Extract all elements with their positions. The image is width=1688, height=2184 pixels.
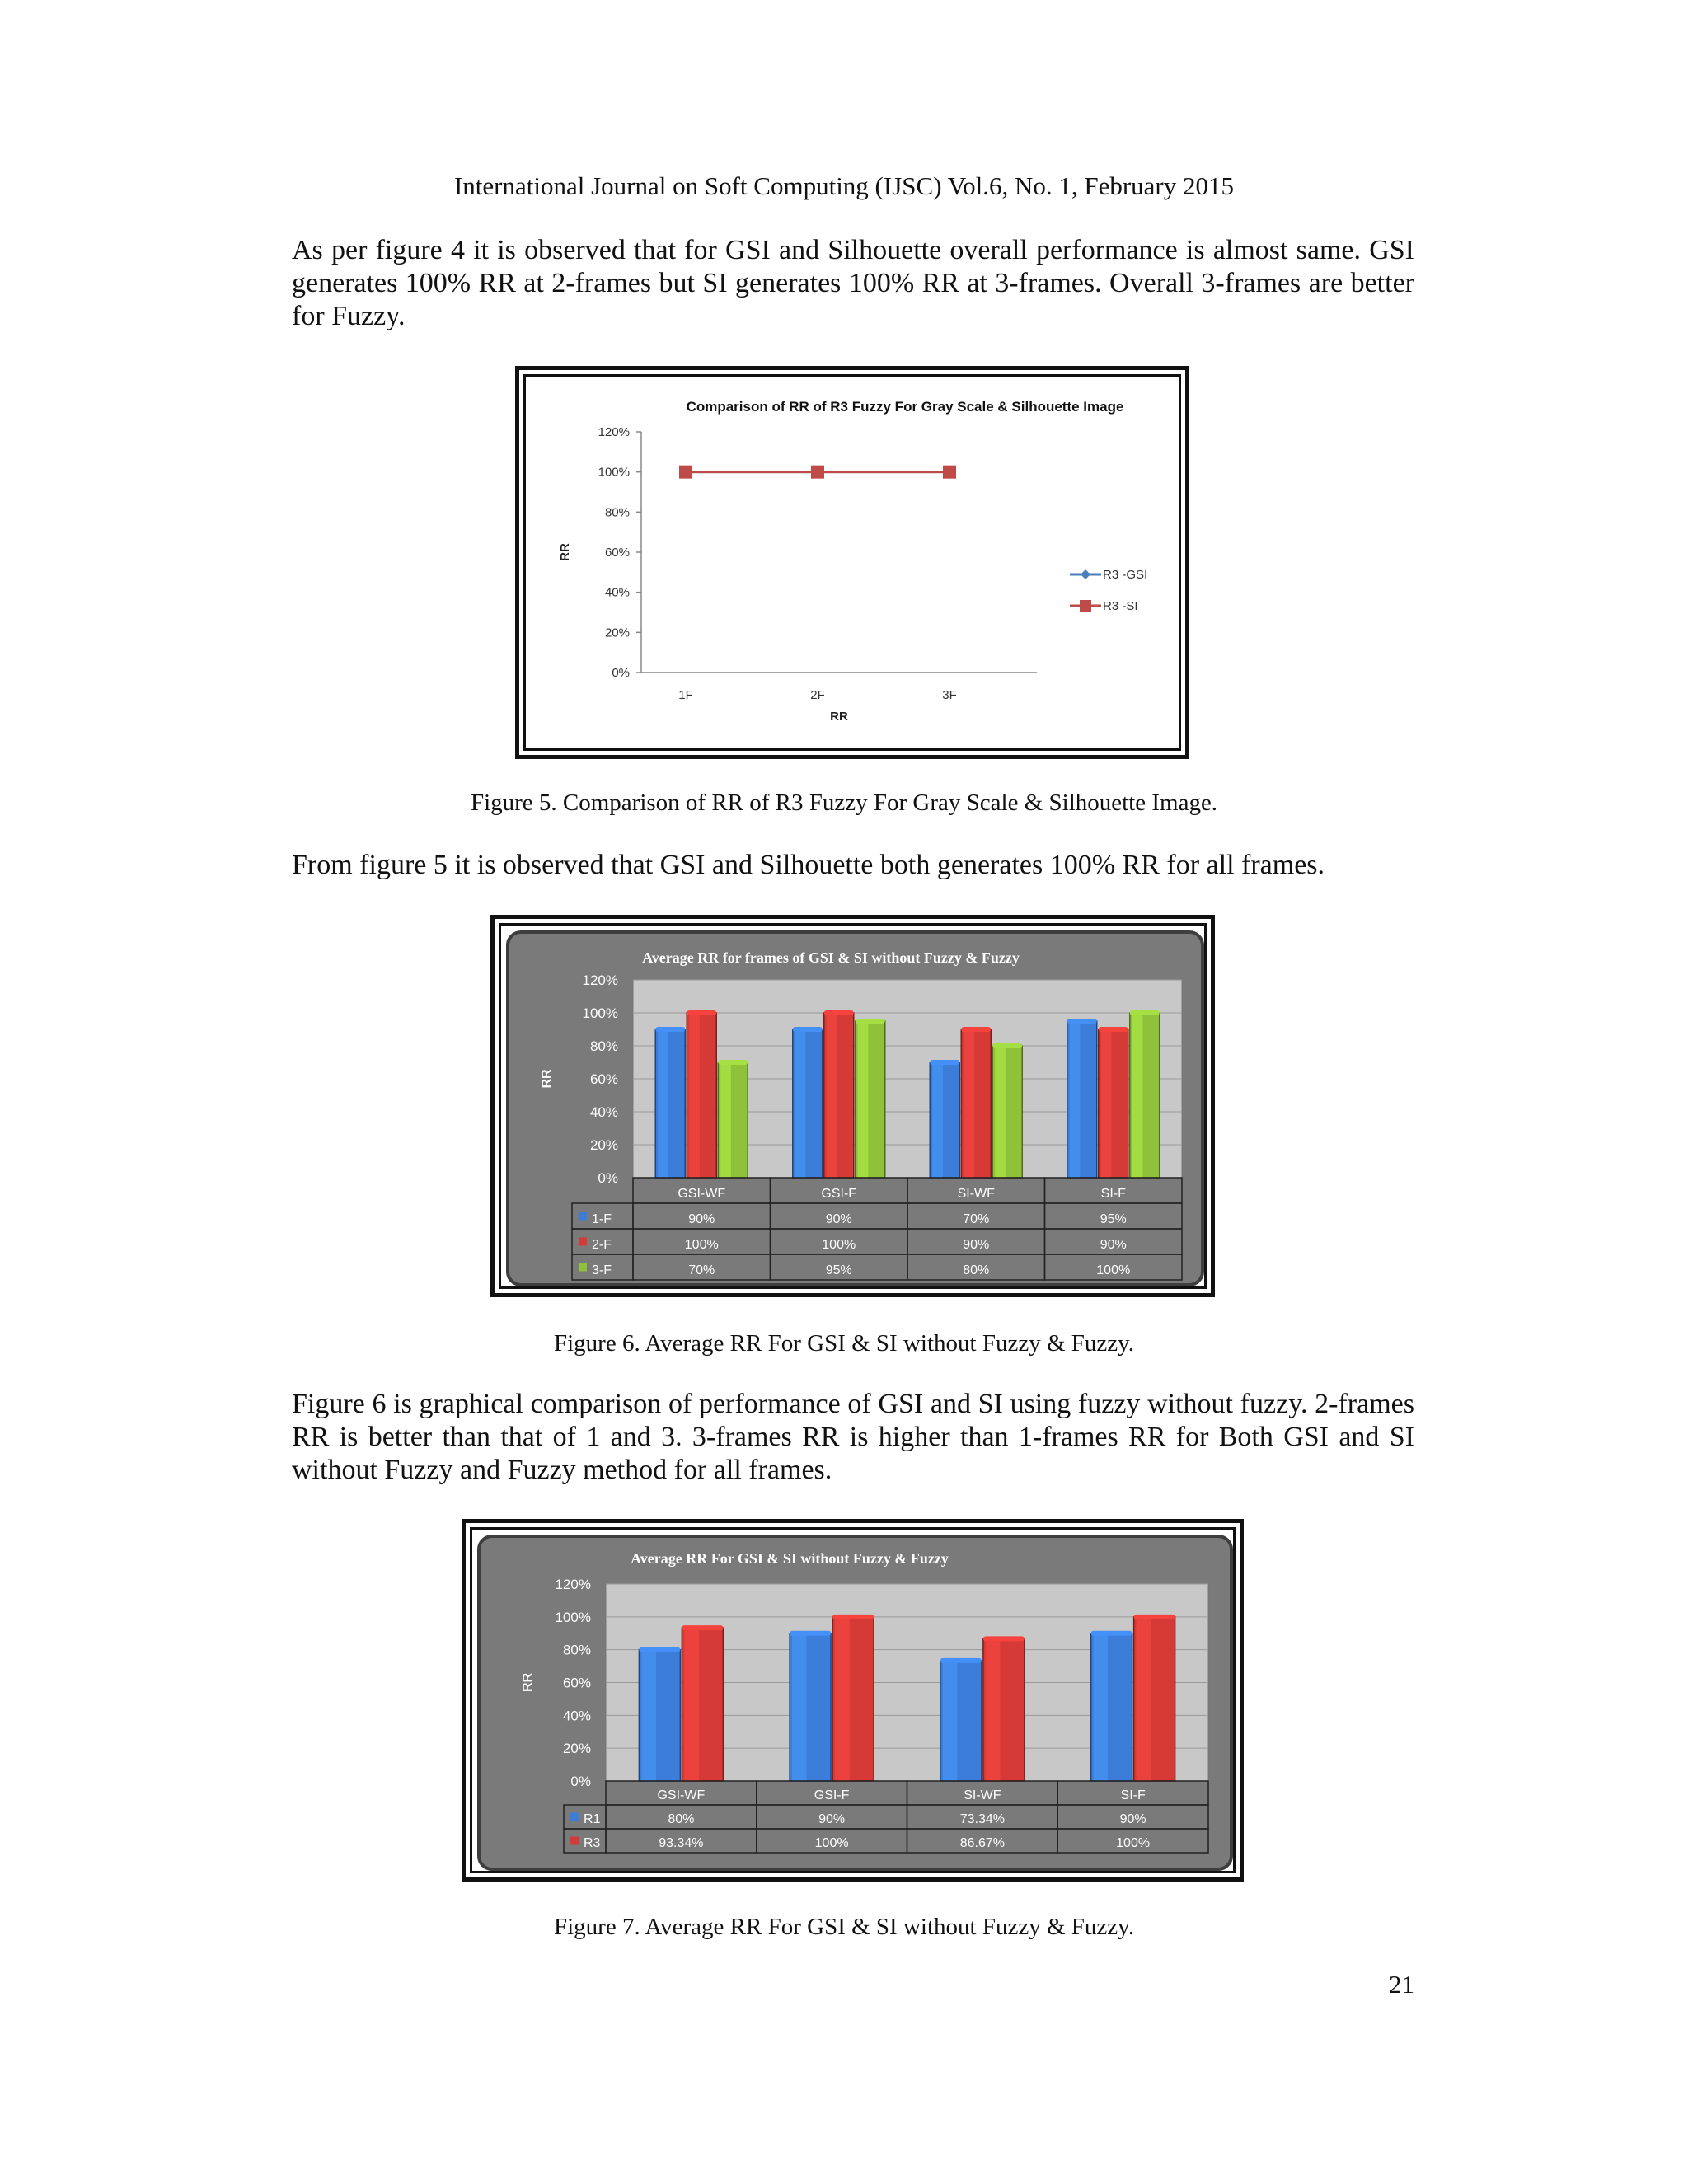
data-label: 90% [818,1812,846,1826]
x-axis-label: RR [830,710,848,724]
y-tick-label: 100% [555,1609,591,1625]
paragraph-1: As per figure 4 it is observed that for GSI and Silhouette overall performance is almost same. GSI generates 100% RR at 2-frames but SI generates 100% RR at 3-frames. Overall 3-frames are better for Fuzzy. [292,235,1414,331]
legend-label: 2-F [592,1238,612,1252]
y-tick-label: 80% [589,1038,618,1054]
legend-swatch [579,1212,587,1221]
category-label: GSI-WF [678,1187,726,1201]
page-number: 21 [1389,1970,1414,1999]
bar-highlight [995,1047,1006,1178]
legend-label: R3 -GSI [1103,568,1148,582]
figure-5-chart [526,377,1184,753]
bar-cap [930,1060,959,1065]
data-label: 95% [825,1263,852,1277]
paragraph-2: From figure 5 it is observed that GSI and Silhouette both generates 100% RR for all frames. [292,850,1325,880]
y-tick-label: 20% [562,1741,591,1757]
data-label: 80% [668,1812,695,1826]
data-label: 70% [963,1212,990,1226]
data-label: 90% [963,1238,990,1252]
bar-cap [687,1010,716,1015]
figure-7-caption: Figure 7. Average RR For GSI & SI without Fuzzy & Fuzzy. [553,1914,1134,1940]
category-label: GSI-F [821,1187,857,1201]
bar-highlight [1070,1023,1081,1178]
y-tick-label: 100% [598,465,630,480]
data-label: 80% [963,1263,990,1277]
legend-swatch [570,1837,579,1845]
bar-highlight [689,1015,700,1178]
y-axis-label: RR [540,1069,554,1089]
data-label: 86.67% [959,1836,1006,1850]
data-label: 73.34% [959,1812,1006,1826]
bar-cap [992,1043,1022,1048]
category-label: GSI-F [814,1788,850,1802]
bar-highlight [1132,1015,1143,1178]
figure-7-chart [472,1530,1238,1876]
bar-cap [961,1027,991,1032]
y-tick-label: 80% [562,1642,591,1658]
data-label: 95% [1100,1212,1127,1226]
y-tick-label: 40% [562,1708,591,1724]
y-tick-label: 80% [604,505,630,520]
data-label: 100% [1116,1836,1151,1850]
figure-6-chart [501,926,1209,1291]
y-axis-label: RR [558,543,572,561]
bar-highlight [1101,1031,1112,1178]
chart-title: Average RR For GSI & SI without Fuzzy & Fuzzy [631,1550,949,1567]
legend-swatch [570,1813,579,1821]
bar-cap [718,1060,748,1065]
data-label: 70% [688,1263,715,1277]
bar-highlight [1137,1619,1151,1781]
y-tick-label: 40% [589,1104,618,1120]
bar-cap [793,1027,823,1032]
y-tick-label: 120% [598,425,630,439]
figure-5-frame [515,366,1189,759]
bar-highlight [943,1662,958,1781]
bar-highlight [986,1640,1001,1781]
bar-cap [983,1636,1025,1641]
y-tick-label: 60% [562,1675,591,1691]
x-tick-label: 3F [942,688,957,702]
data-label: 90% [825,1212,852,1226]
bar-highlight [1094,1635,1109,1781]
y-tick-label: 100% [582,1005,618,1021]
category-label: GSI-WF [657,1788,706,1802]
bar-highlight [641,1652,656,1781]
data-label: 90% [688,1212,715,1226]
bar-highlight [792,1635,807,1781]
legend-swatch [579,1238,587,1246]
figure-6-frame [490,915,1215,1297]
bar-highlight [795,1031,806,1178]
legend-label: R1 [584,1812,601,1826]
y-tick-label: 40% [604,585,630,600]
paragraph-3: Figure 6 is graphical comparison of performance of GSI and SI using fuzzy without fuzzy. 2-frames RR is better than that of 1 and 3. 3-frames RR is higher than 1-frames RR for Both GSI and SI without Fuzzy and Fuzzy method for all frames. [292,1389,1414,1485]
y-tick-label: 120% [555,1577,591,1592]
data-label: 93.34% [659,1836,704,1850]
bar-cap [1067,1019,1097,1024]
journal-header: International Journal on Soft Computing (IJSC) Vol.6, No. 1, February 2015 [453,171,1234,200]
bar-cap [1099,1027,1128,1032]
data-label: 90% [1100,1238,1127,1252]
figure-5-caption: Figure 5. Comparison of RR of R3 Fuzzy For Gray Scale & Silhouette Image. [470,790,1218,816]
category-label: SI-WF [964,1788,1001,1802]
bar-highlight [964,1031,974,1178]
chart-title: Average RR for frames of GSI & SI without Fuzzy & Fuzzy [642,949,1020,966]
bar-cap [824,1010,854,1015]
figure-7-frame [462,1519,1244,1882]
data-label: 100% [822,1238,856,1252]
data-label: 90% [1119,1812,1146,1826]
data-point [679,466,692,479]
y-tick-label: 20% [604,626,630,640]
category-label: SI-F [1120,1788,1146,1802]
bar-highlight [835,1619,850,1781]
chart-title: Comparison of RR of R3 Fuzzy For Gray Scale & Silhouette Image [686,399,1124,415]
y-axis-label: RR [521,1672,535,1693]
y-tick-label: 0% [612,666,630,680]
y-tick-label: 0% [598,1170,618,1186]
bar-cap [1134,1615,1175,1619]
legend-label: 3-F [592,1263,612,1277]
y-tick-label: 60% [604,546,630,560]
x-tick-label: 2F [810,688,825,702]
y-tick-label: 0% [570,1774,591,1789]
legend-label: 1-F [592,1212,612,1226]
bar-cap [1091,1631,1132,1636]
bar-cap [790,1631,831,1636]
bar-cap [682,1625,723,1630]
bar-cap [856,1019,885,1024]
x-tick-label: 1F [678,688,693,702]
legend-label: R3 -SI [1103,599,1138,613]
data-point [943,466,956,479]
y-tick-label: 20% [589,1137,618,1153]
bar-cap [639,1647,680,1652]
bar-cap [940,1658,982,1663]
bar-highlight [858,1023,869,1178]
data-label: 100% [684,1238,719,1252]
bar-highlight [932,1064,943,1178]
bar-cap [655,1027,685,1032]
data-point [811,466,824,479]
bar-highlight [684,1629,699,1781]
y-tick-label: 60% [589,1071,618,1087]
legend-marker [1081,569,1090,579]
legend-marker [1080,600,1091,612]
legend-swatch [579,1263,587,1272]
category-label: SI-WF [957,1187,995,1201]
y-tick-label: 120% [582,972,618,988]
bar-highlight [827,1015,837,1178]
legend-label: R3 [584,1836,601,1850]
category-label: SI-F [1100,1187,1126,1201]
bar-highlight [720,1064,731,1178]
data-label: 100% [1096,1263,1131,1277]
bar-cap [832,1615,874,1619]
data-label: 100% [814,1836,849,1850]
bar-highlight [658,1031,668,1178]
figure-6-caption: Figure 6. Average RR For GSI & SI without Fuzzy & Fuzzy. [553,1330,1134,1357]
bar-cap [1130,1010,1160,1015]
